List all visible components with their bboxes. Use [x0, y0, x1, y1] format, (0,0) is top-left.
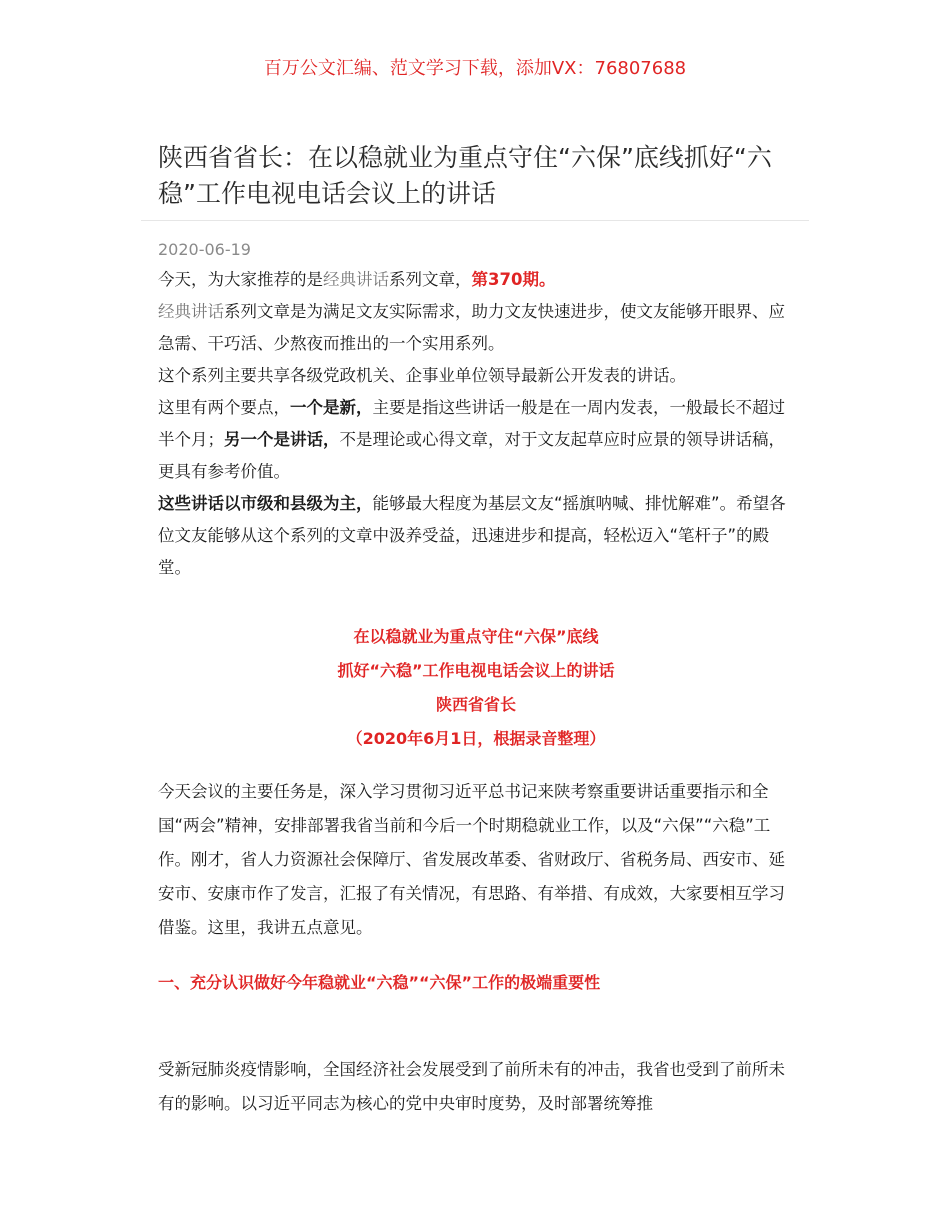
key-point-1: 一个是新， [290, 398, 373, 417]
intro-paragraph-1 [158, 264, 798, 296]
key-point-2: 另一个是讲话， [224, 430, 340, 449]
intro-paragraph-3: 这个系列主要共享各级党政机关、企事业单位领导最新公开发表的讲话。 [158, 366, 686, 385]
speech-paragraph: 今天会议的主要任务是，深入学习贯彻习近平总书记来陕考察重要讲话重要指示和全国“两会”精神，安排部署我省当前和今后一个时期稳就业工作，以及“六保”“六稳”工作。刚才，省人力资源社会保障厅、省发展改革委、省财政厅、省税务局、西安市、延安市、安康市作了发言，汇报了有关情况，有思路、有举措、有成效，大家要相互学习借鉴。这里，我讲五点意见。 [158, 781, 785, 937]
speech-body-1 [158, 758, 798, 961]
intro-text: 这里有两个要点， [158, 398, 290, 417]
series-name: 经典讲话 [158, 302, 224, 321]
intro-text: 系列文章是为满足文友实际需求，助力文友快速进步，使文友能够开眼界、应急需、干巧活、少熬夜而推出的一个实用系列。 [158, 302, 785, 353]
intro-text: 不是理论或心得文章，对于文友起草应时应景的领导讲话稿，更具有参考价值。 [158, 430, 785, 481]
speech-heading [158, 620, 794, 756]
intro-section [158, 264, 798, 584]
speech-body-2 [158, 1036, 798, 1137]
speaker: 陕西省省长 [435, 695, 516, 714]
section-heading-1: 一、充分认识做好今年稳就业“六稳”“六保”工作的极端重要性 [158, 973, 601, 992]
issue-number: 第370期。 [471, 270, 556, 289]
title-divider [141, 220, 809, 221]
speech-paragraph: 受新冠肺炎疫情影响，全国经济社会发展受到了前所未有的冲击，我省也受到了前所未有的影响。以习近平同志为核心的党中央审时度势，及时部署统筹推 [158, 1059, 785, 1113]
intro-paragraph-5 [158, 488, 798, 584]
intro-text: 主要是指这些讲话一般是在一周内发表，一般最长不超过半个月； [158, 398, 785, 449]
series-name: 经典讲话 [323, 270, 389, 289]
publish-date: 2020-06-19 [158, 240, 251, 259]
intro-paragraph-2 [158, 296, 798, 360]
intro-text: 今天，为大家推荐的是 [158, 270, 323, 289]
speech-date-note: （2020年6月1日，根据录音整理） [346, 729, 606, 748]
speech-title-line-1: 在以稳就业为重点守住“六保”底线 [353, 627, 599, 646]
article-title: 陕西省省长：在以稳就业为重点守住“六保”底线抓好“六稳”工作电视电话会议上的讲话 [158, 143, 772, 208]
intro-paragraph-4 [158, 392, 798, 488]
speech-title-line-2: 抓好“六稳”工作电视电话会议上的讲话 [337, 661, 615, 680]
key-point-3: 这些讲话以市级和县级为主， [158, 494, 373, 513]
intro-text: 能够最大程度为基层文友“摇旗呐喊、排忧解难”。希望各位文友能够从这个系列的文章中汲养受益，迅速进步和提高，轻松迈入“笔杆子”的殿堂。 [158, 494, 786, 577]
promo-banner: 百万公文汇编、范文学习下载，添加VX：76807688 [263, 58, 687, 79]
intro-text: 系列文章， [389, 270, 472, 289]
